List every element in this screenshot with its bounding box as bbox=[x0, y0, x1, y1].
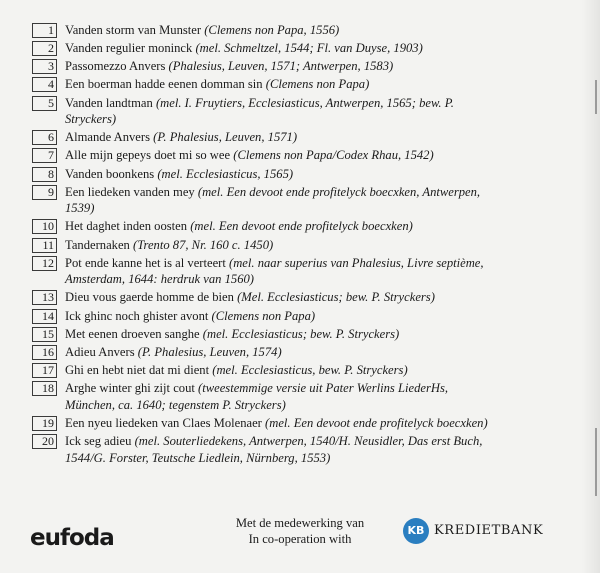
footer bbox=[0, 515, 600, 573]
track-row bbox=[32, 255, 492, 288]
track-note: (P. Phalesius, Leuven, 1571) bbox=[153, 130, 298, 145]
page-edge-mark-bottom bbox=[595, 428, 597, 496]
track-note: (tweestemmige versie uit Pater Werlins LiederHs, München, ca. 1640; tegenstem P. Stryckers) bbox=[65, 381, 448, 412]
track-row bbox=[32, 380, 492, 413]
track-number: 5 bbox=[32, 96, 57, 111]
track-number: 7 bbox=[32, 148, 57, 163]
track-note: (mel. Een devoot ende profitelyck boecxken) bbox=[265, 415, 488, 430]
track-row bbox=[32, 415, 492, 432]
track-row bbox=[32, 184, 492, 217]
track-title: Ick seg adieu bbox=[65, 434, 132, 449]
track-title: Een liedeken vanden mey bbox=[65, 184, 195, 199]
track-number: 15 bbox=[32, 327, 57, 342]
track-row bbox=[32, 362, 492, 379]
page-edge-shading bbox=[582, 0, 600, 573]
track-row bbox=[32, 308, 492, 325]
track-number: 2 bbox=[32, 41, 57, 56]
track-number: 20 bbox=[32, 434, 57, 449]
track-number: 3 bbox=[32, 59, 57, 74]
track-title: Met eenen droeven sanghe bbox=[65, 326, 200, 341]
credit-line-english: In co-operation with bbox=[248, 532, 352, 546]
track-title: Een boerman hadde eenen domman sin bbox=[65, 77, 263, 92]
track-number: 9 bbox=[32, 185, 57, 200]
track-row bbox=[32, 58, 492, 75]
track-title: Ghi en hebt niet dat mi dient bbox=[65, 363, 210, 378]
track-note: (mel. Souterliedekens, Antwerpen, 1540/H. Neusidler, Das erst Buch, 1544/G. Forster, Teutsche Liedlein, Nürnberg, 1553) bbox=[65, 434, 483, 465]
track-number: 18 bbox=[32, 381, 57, 396]
kb-logo-icon: KB bbox=[403, 518, 429, 544]
track-note: (mel. Ecclesiasticus; bew. P. Stryckers) bbox=[202, 326, 400, 341]
track-note: (mel. Ecclesiasticus, 1565) bbox=[157, 166, 294, 181]
track-number: 13 bbox=[32, 290, 57, 305]
track-number: 12 bbox=[32, 256, 57, 271]
track-row bbox=[32, 76, 492, 93]
track-row bbox=[32, 166, 492, 183]
track-note: (mel. Een devoot ende profitelyck boecxken) bbox=[190, 219, 413, 234]
track-number: 14 bbox=[32, 309, 57, 324]
track-note: (mel. I. Fruytiers, Ecclesiasticus, Antwerpen, 1565; bew. P. Stryckers) bbox=[65, 95, 454, 127]
track-note: (mel. Schmeltzel, 1544; Fl. van Duyse, 1903) bbox=[195, 41, 423, 56]
track-row bbox=[32, 147, 492, 164]
track-row bbox=[32, 237, 492, 254]
track-number: 16 bbox=[32, 345, 57, 360]
track-note: (Mel. Ecclesiasticus; bew. P. Stryckers) bbox=[237, 290, 435, 305]
track-number: 10 bbox=[32, 219, 57, 234]
track-title: Tandernaken bbox=[65, 237, 130, 252]
track-list bbox=[32, 22, 492, 468]
track-title: Vanden storm van Munster bbox=[65, 23, 202, 37]
track-number: 4 bbox=[32, 77, 57, 92]
track-note: (Clemens non Papa/Codex Rhau, 1542) bbox=[233, 148, 434, 163]
track-title: Adieu Anvers bbox=[65, 344, 135, 359]
track-note: (Trento 87, Nr. 160 c. 1450) bbox=[133, 237, 274, 252]
track-row bbox=[32, 22, 492, 39]
track-row bbox=[32, 40, 492, 57]
track-note: (Clemens non Papa) bbox=[265, 77, 370, 92]
track-note: (Clemens non Papa) bbox=[211, 308, 316, 323]
track-title: Een nyeu liedeken van Claes Molenaer bbox=[65, 415, 262, 430]
track-title: Passomezzo Anvers bbox=[65, 59, 166, 74]
track-note: (mel. naar superius van Phalesius, Livre septième, Amsterdam, 1644: herdruk van 1560) bbox=[65, 255, 484, 287]
track-row bbox=[32, 344, 492, 361]
track-row bbox=[32, 289, 492, 306]
track-title: Arghe winter ghi zijt cout bbox=[65, 381, 195, 396]
track-note: (mel. Ecclesiasticus, bew. P. Stryckers) bbox=[212, 363, 408, 378]
track-row bbox=[32, 433, 492, 466]
track-title: Vanden boonkens bbox=[65, 166, 155, 181]
sponsor-name: KREDIETBANK bbox=[434, 523, 544, 538]
track-row bbox=[32, 218, 492, 235]
track-title: Alle mijn gepeys doet mi so wee bbox=[65, 148, 231, 163]
track-title: Vanden regulier moninck bbox=[65, 41, 193, 56]
track-title: Vanden landtman bbox=[65, 95, 153, 110]
track-title: Pot ende kanne het is al verteert bbox=[65, 255, 226, 270]
track-row bbox=[32, 326, 492, 343]
track-note: (Clemens non Papa, 1556) bbox=[204, 23, 340, 37]
eufoda-logo: eufoda bbox=[30, 525, 114, 551]
track-number: 17 bbox=[32, 363, 57, 378]
track-title: Dieu vous gaerde homme de bien bbox=[65, 290, 234, 305]
track-row bbox=[32, 95, 492, 128]
track-row bbox=[32, 129, 492, 146]
track-title: Almande Anvers bbox=[65, 130, 150, 145]
track-note: (P. Phalesius, Leuven, 1574) bbox=[137, 344, 282, 359]
track-number: 6 bbox=[32, 130, 57, 145]
credit-line-dutch: Met de medewerking van bbox=[235, 516, 365, 530]
track-note: (mel. Een devoot ende profitelyck boecxken, Antwerpen, 1539) bbox=[65, 184, 481, 216]
track-number: 8 bbox=[32, 167, 57, 182]
track-title: Ick ghinc noch ghister avont bbox=[65, 308, 209, 323]
track-number: 1 bbox=[32, 23, 57, 38]
credits bbox=[210, 515, 390, 547]
page-edge-mark-top bbox=[595, 80, 597, 114]
track-title: Het daghet inden oosten bbox=[65, 219, 188, 234]
track-number: 19 bbox=[32, 416, 57, 431]
track-number: 11 bbox=[32, 238, 57, 253]
track-note: (Phalesius, Leuven, 1571; Antwerpen, 1583) bbox=[168, 59, 394, 74]
